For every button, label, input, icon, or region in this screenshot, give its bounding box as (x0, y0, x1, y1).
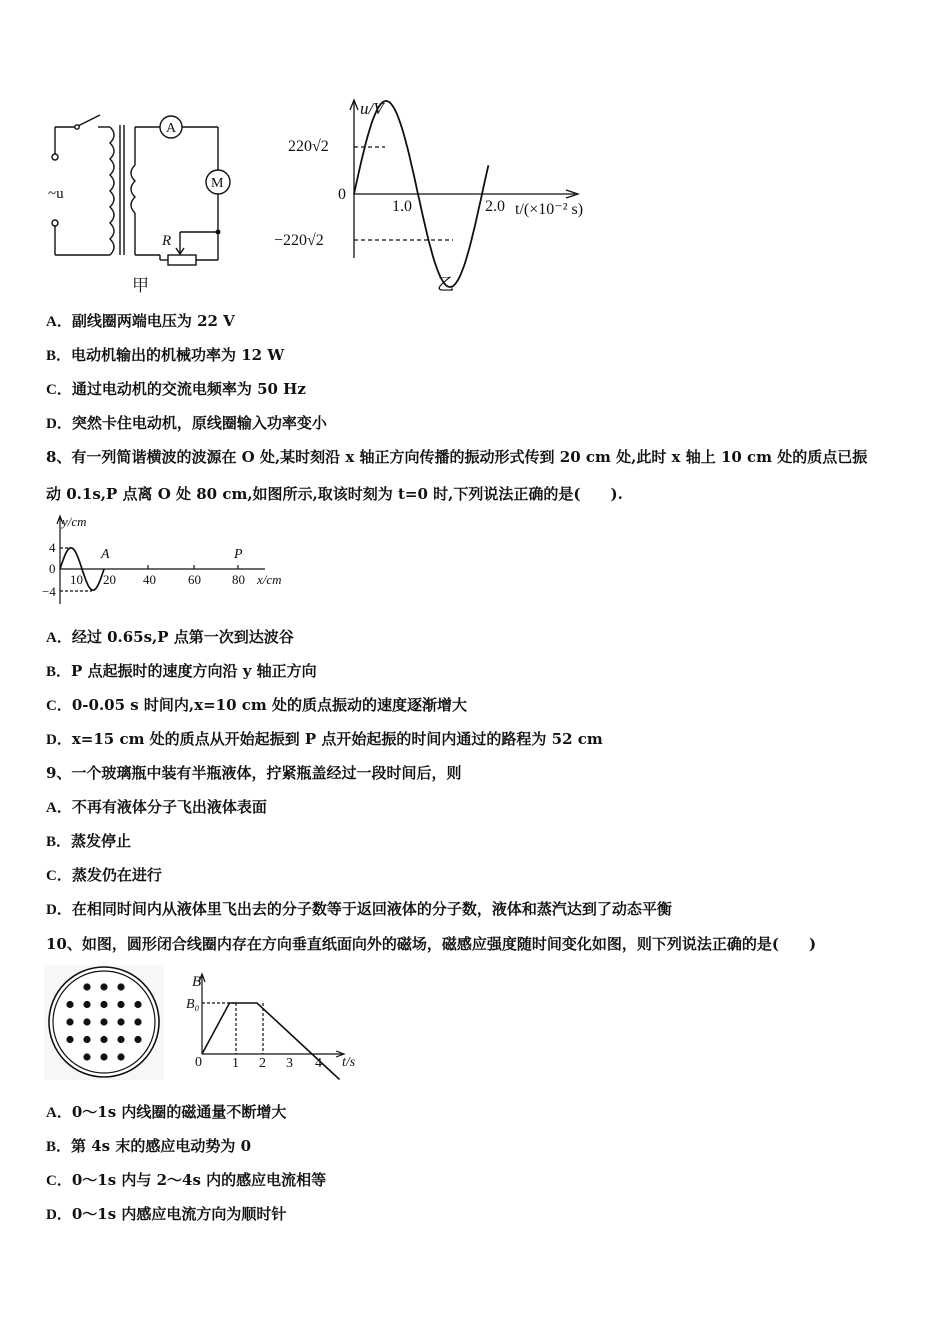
field-dot (117, 1053, 124, 1060)
t-label: t/s (342, 1055, 356, 1070)
x-axis-label: t/(×10⁻² s) (515, 201, 584, 218)
field-dot (117, 1018, 124, 1025)
q10-option-d[interactable]: D．0～1s 内感应电流方向为顺时针 (46, 1205, 287, 1223)
q9-option-b[interactable]: B．蒸发停止 (46, 832, 132, 850)
q7-option-b[interactable]: B．电动机输出的机械功率为 12 W (46, 346, 285, 364)
t-tick-1: 1 (232, 1056, 239, 1071)
source-label: ~u (48, 186, 64, 202)
q8-option-a[interactable]: A．经过 0.65s,P 点第一次到达波谷 (46, 628, 294, 646)
y-axis-label: u/V (360, 99, 384, 118)
circuit-figure-jia (40, 105, 240, 300)
q9-option-c[interactable]: C．蒸发仍在进行 (46, 866, 162, 884)
y-zero-tick: 0 (49, 561, 56, 576)
field-dot (100, 1053, 107, 1060)
origin-label: 0 (338, 186, 346, 203)
q8-option-d[interactable]: D．x=15 cm 处的质点从开始起振到 P 点开始起振的时间内通过的路程为 52 cm (46, 730, 603, 748)
x-tick-2: 2.0 (485, 198, 505, 215)
field-dot (117, 1036, 124, 1043)
magnetic-coil-figure (44, 965, 164, 1080)
figure-caption-yi: 乙 (437, 275, 454, 295)
field-dot (83, 1001, 90, 1008)
field-dot (134, 1001, 141, 1008)
q9-stem: 9、一个玻璃瓶中装有半瓶液体，拧紧瓶盖经过一段时间后，则 (46, 764, 462, 782)
field-dot (117, 1001, 124, 1008)
field-dot (117, 983, 124, 990)
motor-label: M (211, 176, 224, 191)
x-tick-60: 60 (188, 572, 201, 587)
q8-stem-line1: 8、有一列简谐横波的波源在 O 处,某时刻沿 x 轴正方向传播的振动形式传到 20 cm 处,此时 x 轴上 10 cm 处的质点已振 (46, 448, 868, 466)
wave-figure (40, 512, 290, 607)
b-label: B (192, 974, 202, 990)
q9-option-a[interactable]: A．不再有液体分子飞出液体表面 (46, 798, 267, 816)
field-dot (83, 1053, 90, 1060)
q8-stem-line2: 动 0.1s,P 点离 O 处 80 cm,如图所示,取该时刻为 t=0 时,下列说法正确的是( ). (46, 485, 623, 503)
field-dot (100, 1001, 107, 1008)
q7-option-d[interactable]: D．突然卡住电动机，原线圈输入功率变小 (46, 414, 327, 432)
field-dot (83, 1018, 90, 1025)
t-tick-2: 2 (259, 1056, 266, 1071)
figure-caption-jia: 甲 (132, 276, 149, 296)
field-dot (66, 1018, 73, 1025)
y-bottom-tick: −4 (42, 584, 56, 599)
x-label: x/cm (257, 572, 282, 587)
origin-label: 0 (195, 1055, 202, 1070)
x-tick-40: 40 (143, 572, 156, 587)
x-tick-80: 80 (232, 572, 245, 587)
field-dot (134, 1018, 141, 1025)
q10-option-a[interactable]: A．0～1s 内线圈的磁通量不断增大 (46, 1103, 287, 1121)
y-pos-tick: 220√2 (288, 138, 329, 155)
field-dot (83, 1036, 90, 1043)
y-label: y/cm (62, 514, 87, 529)
y-top-tick: 4 (49, 540, 56, 555)
field-dot (66, 1001, 73, 1008)
point-a-label: A (101, 547, 110, 562)
field-dot (66, 1036, 73, 1043)
t-tick-3: 3 (286, 1056, 293, 1071)
q10-stem: 10、如图，圆形闭合线圈内存在方向垂直纸面向外的磁场，磁感应强度随时间变化如图，则下列说法正确的是( ) (46, 935, 817, 953)
q8-option-c[interactable]: C．0-0.05 s 时间内,x=10 cm 处的质点振动的速度逐渐增大 (46, 696, 467, 714)
x-tick-1: 1.0 (392, 198, 412, 215)
x-tick-10: 10 (70, 572, 83, 587)
voltage-graph-yi (270, 98, 615, 298)
field-dot (100, 1036, 107, 1043)
ammeter-label: A (166, 121, 177, 136)
b-t-graph (184, 968, 369, 1080)
field-dot (134, 1036, 141, 1043)
y-neg-tick: −220√2 (274, 232, 324, 249)
field-dot (100, 983, 107, 990)
q10-option-c[interactable]: C．0～1s 内与 2～4s 内的感应电流相等 (46, 1171, 327, 1189)
q7-option-c[interactable]: C．通过电动机的交流电频率为 50 Hz (46, 380, 306, 398)
x-tick-20: 20 (103, 572, 116, 587)
point-p-label: P (234, 547, 243, 562)
q8-option-b[interactable]: B．P 点起振时的速度方向沿 y 轴正方向 (46, 662, 317, 680)
field-dot (83, 983, 90, 990)
q9-option-d[interactable]: D．在相同时间内从液体里飞出去的分子数等于返回液体的分子数，液体和蒸汽达到了动态平衡 (46, 900, 672, 918)
b0-label: B₀ (186, 997, 200, 1012)
resistor-label: R (162, 233, 172, 249)
q7-option-a[interactable]: A．副线圈两端电压为 22 V (46, 312, 235, 330)
field-dot (100, 1018, 107, 1025)
t-tick-4: 4 (315, 1056, 322, 1071)
q10-option-b[interactable]: B．第 4s 末的感应电动势为 0 (46, 1137, 252, 1155)
